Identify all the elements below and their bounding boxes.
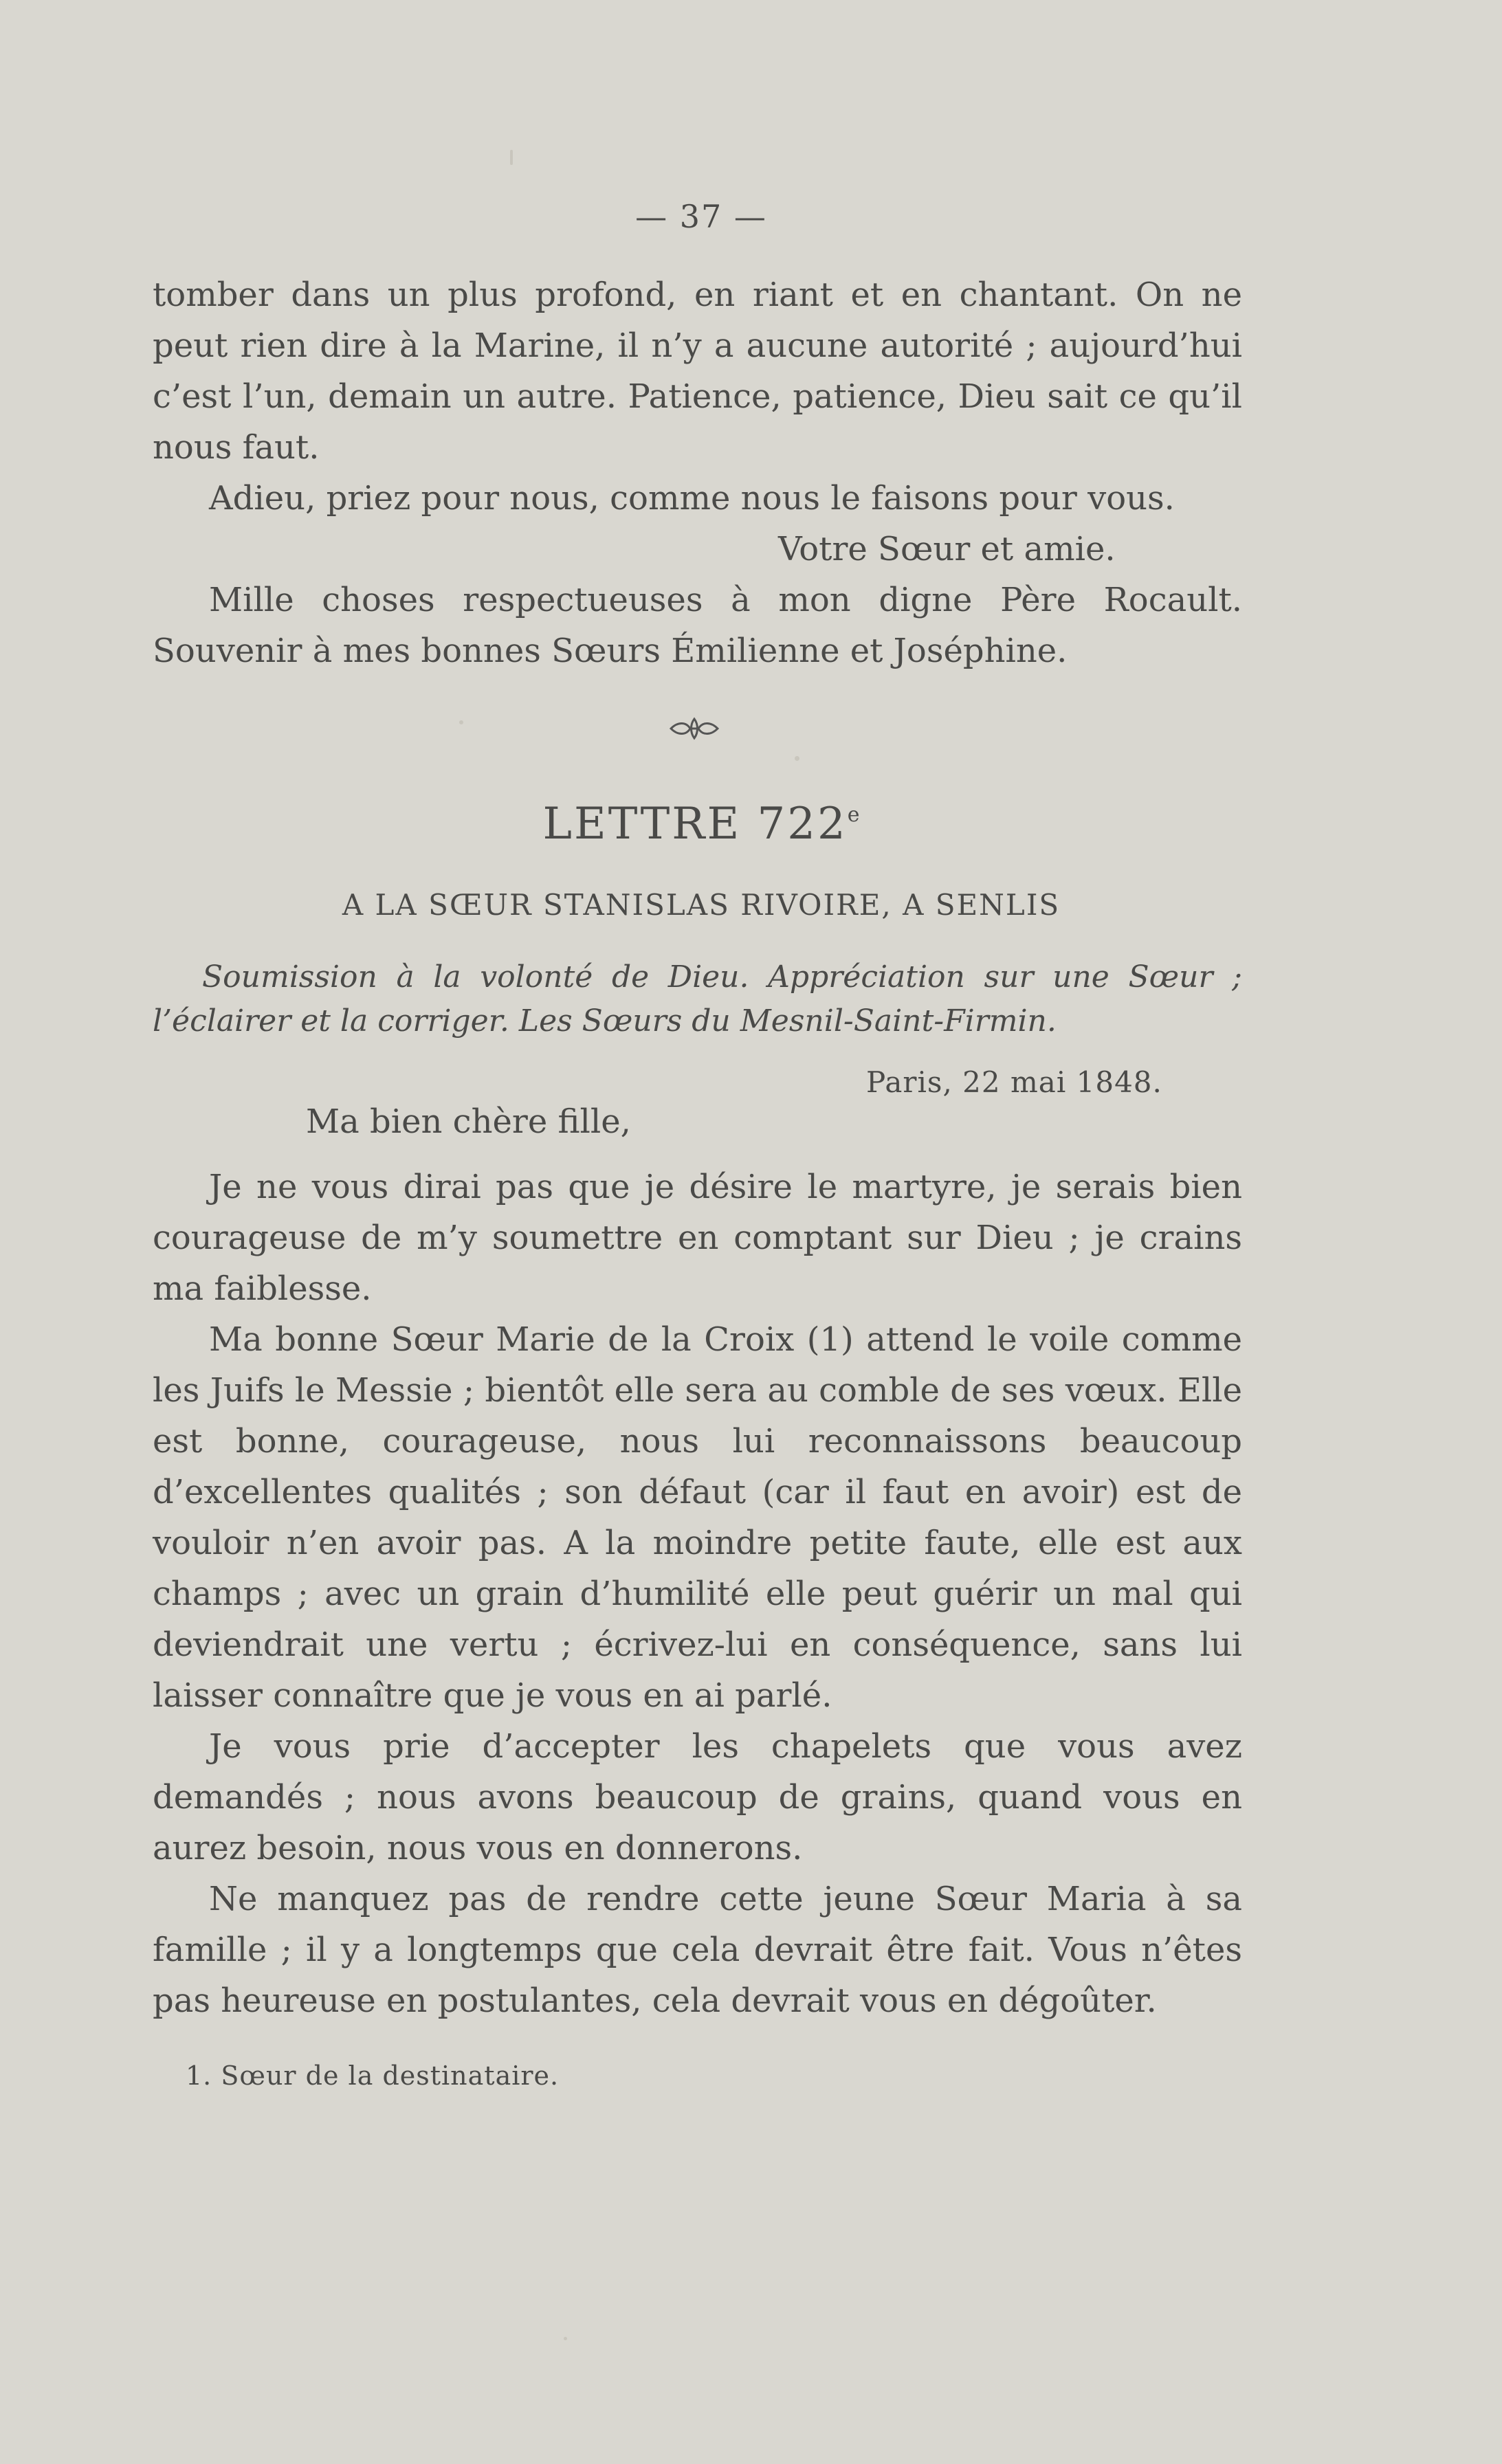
signature: Votre Sœur et amie. <box>778 530 1116 568</box>
paragraph: Ne manquez pas de rendre cette jeune Sœur Maria à sa famille ; il y a longtemps que cela devrait être fait. Vous n’êtes pas heureuse en postulantes, cela devrait vous en dégoûter. <box>153 1880 1242 2020</box>
letter-title-text: LETTRE 722 <box>542 799 848 850</box>
fleuron-icon <box>667 715 722 742</box>
paragraph: Je ne vous dirai pas que je désire le martyre, je serais bien courageuse de m’y soumettre en comptant sur Dieu ; je crains ma faiblesse. <box>153 1168 1242 1308</box>
paragraph: Ma bonne Sœur Marie de la Croix (1) attend le voile comme les Juifs le Messie ; bientôt elle sera au comble de ses vœux. Elle est bonne, courageuse, nous lui reconnaissons beaucoup d’excellentes qualités ; son défaut (car il faut en avoir) est de vouloir n’en avoir pas. A la moindre petite faute, elle est aux champs ; avec un grain d’humilité elle peut guérir un mal qui deviendrait une vertu ; écrivez-lui en conséquence, sans lui laisser connaître que je vous en ai parlé. <box>153 1320 1242 1715</box>
letter-summary <box>153 955 1242 1043</box>
letter-dateline: Paris, 22 mai 1848. <box>866 1065 1162 1099</box>
paper-speck <box>510 150 513 165</box>
paragraph: Je vous prie d’accepter les chapelets que vous avez demandés ; nous avons beaucoup de grains, quand vous en aurez besoin, nous vous en donnerons. <box>153 1727 1242 1867</box>
letter-end <box>153 269 1242 676</box>
footnote: 1. Sœur de la destinataire. <box>186 2061 560 2091</box>
postscript: Mille choses respectueuses à mon digne Père Rocault. Souvenir à mes bonnes Sœurs Émilienne et Joséphine. <box>153 581 1242 670</box>
page-number: — 37 — <box>635 198 767 235</box>
summary-text: Soumission à la volonté de Dieu. Appréciation sur une Sœur ; l’éclairer et la corriger. Les Sœurs du Mesnil-Saint-Firmin. <box>153 959 1242 1039</box>
paper-speck <box>459 720 463 724</box>
letter-salutation: Ma bien chère fille, <box>306 1102 631 1141</box>
paragraph: Adieu, priez pour nous, comme nous le faisons pour vous. <box>209 479 1175 518</box>
letter-title-superscript: e <box>847 803 860 827</box>
paragraph: tomber dans un plus profond, en riant et en chantant. On ne peut rien dire à la Marine, il n’y a aucune autorité ; aujourd’hui c’est l’un, demain un autre. Patience, patience, Dieu sait ce qu’il nous faut. <box>153 276 1242 467</box>
letter-body <box>153 1162 1242 2026</box>
paper-speck <box>564 2337 567 2340</box>
letter-title <box>0 799 1402 850</box>
paper-speck <box>795 756 799 761</box>
letter-recipient: A LA SŒUR STANISLAS RIVOIRE, A SENLIS <box>342 888 1061 922</box>
